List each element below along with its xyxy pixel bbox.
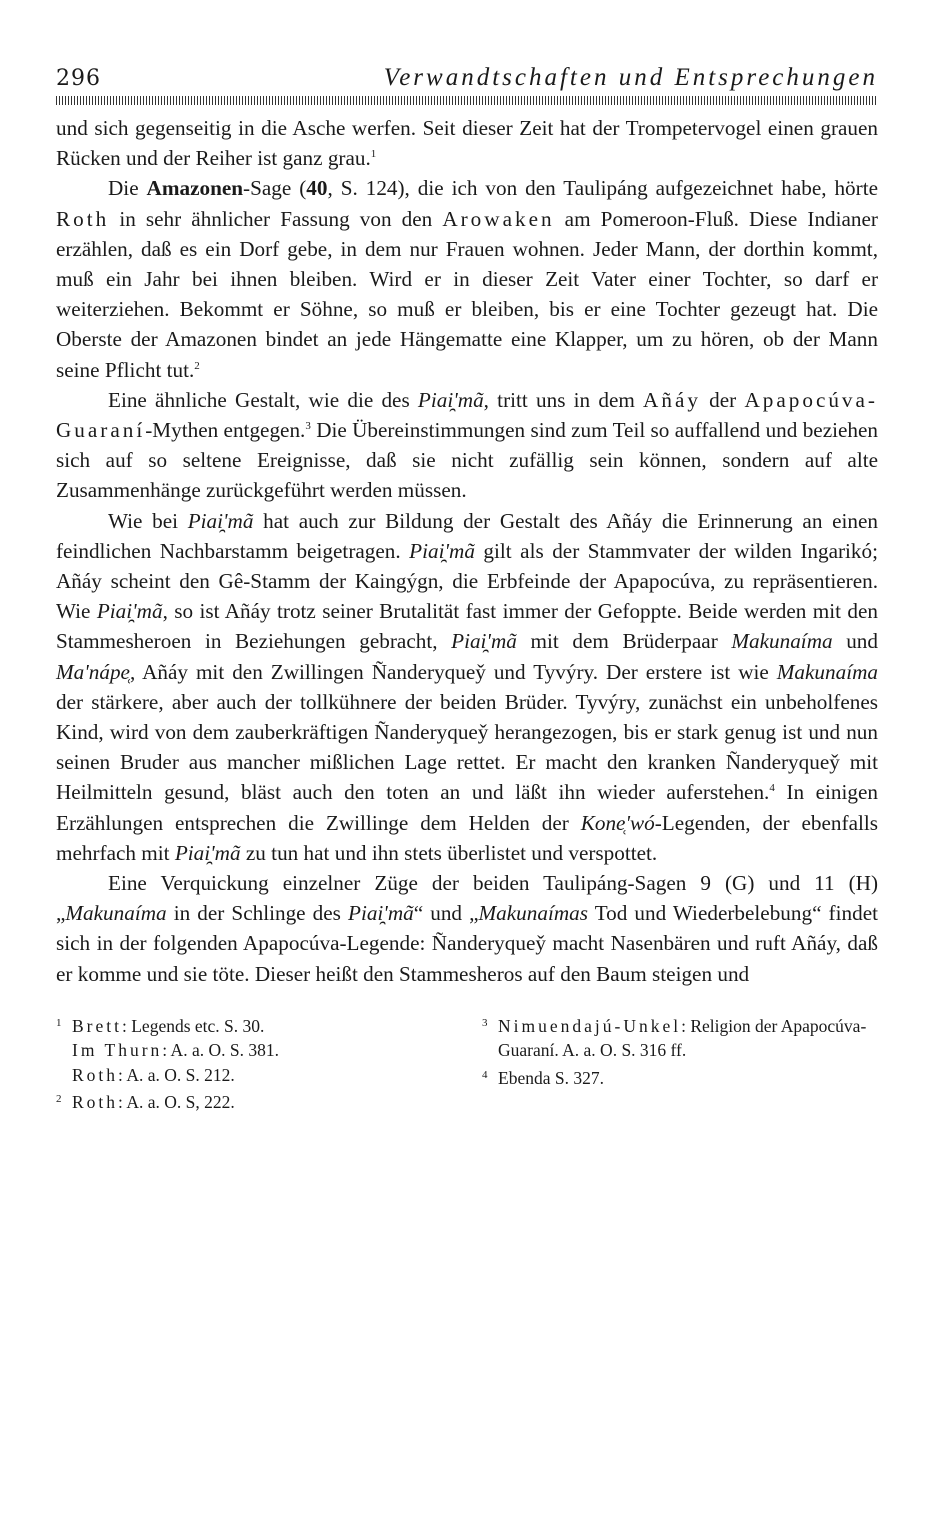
paragraph bbox=[56, 506, 878, 868]
text-run: In einigen Erzählungen entsprechen die Zwillinge dem Helden der bbox=[56, 780, 879, 835]
italic-term: Piai̯'mã bbox=[348, 901, 414, 926]
text-run: hat auch zur Bildung der Gestalt des Añáy die Erinnerung an einen feindlichen Nachbarstamm beigetragen. bbox=[56, 508, 878, 563]
spaced-name: Añáy bbox=[643, 387, 701, 412]
text-run: in sehr ähnlicher Fassung von den bbox=[109, 206, 443, 231]
page-header bbox=[56, 64, 878, 92]
page-number: 296 bbox=[56, 66, 101, 91]
spaced-name: Arowaken bbox=[442, 206, 555, 231]
footnotes-right-column bbox=[482, 1011, 878, 1115]
text-run: Eine ähnliche Gestalt, wie die des bbox=[108, 387, 418, 412]
italic-term: Ma'nápe̜ bbox=[56, 659, 130, 684]
text-run: , Añáy mit den Zwillingen Ñanderyquey̌ und Tyvýry. Der erstere ist wie bbox=[129, 659, 777, 684]
footnote-reference: 1 bbox=[370, 148, 377, 161]
italic-term: Kone̜'wó bbox=[580, 810, 655, 835]
italic-term: Makunaíma bbox=[65, 901, 167, 926]
text-run: Die bbox=[108, 176, 147, 201]
text-run: Eine Verquickung einzelner Züge der beiden Taulipáng-Sagen 9 (G) und 11 (H) „ bbox=[56, 871, 878, 926]
text-run: und sich gegenseitig in die Asche werfen. Seit dieser Zeit hat der Trompetervogel einen grauen Rücken und der Reiher ist ganz grau. bbox=[56, 116, 878, 171]
text-run: Die Übereinstimmungen sind zum Teil so auffallend und beziehen sich auf so seltene Ereignisse, daß sie nicht zufällig sein können, sondern auf alte Zusammenhänge zurückgeführt werden müssen. bbox=[56, 418, 878, 503]
text-run: : A. a. O. S, 222. bbox=[118, 1092, 235, 1113]
footnote bbox=[482, 1011, 878, 1063]
italic-term: Piai̯'mã bbox=[187, 508, 254, 533]
italic-term: Makunaíma bbox=[776, 659, 878, 684]
footnote bbox=[56, 1087, 446, 1115]
italic-term: Piai̯'mã bbox=[409, 538, 475, 563]
italic-term: Piai̯'mã bbox=[417, 387, 484, 412]
spaced-name: Roth bbox=[72, 1064, 119, 1085]
italic-term: Makunaíma bbox=[731, 629, 833, 654]
book-page bbox=[56, 64, 878, 1115]
running-head: Verwandtschaften und Entsprechungen bbox=[383, 64, 878, 91]
text-run: , so ist Añáy trotz seiner Brutalität fast immer der Gefoppte. Beide werden mit den Stammesheroen in Beziehungen gebracht, bbox=[56, 599, 878, 654]
footnotes-left-column bbox=[56, 1011, 446, 1115]
text-run: : Legends etc. S. 30. bbox=[122, 1015, 265, 1036]
italic-term: Piai̯'mã bbox=[174, 840, 241, 865]
footnote-mark: 3 bbox=[482, 1016, 488, 1029]
text-run: : A. a. O. S. 212. bbox=[118, 1064, 235, 1085]
text-run: Wie bei bbox=[108, 508, 188, 533]
bold-term: Amazonen bbox=[146, 176, 244, 201]
text-run: -Legenden, der ebenfalls mehrfach mit bbox=[56, 810, 878, 865]
text-run: , tritt uns in dem bbox=[483, 387, 644, 412]
text-run: und bbox=[832, 629, 878, 654]
text-run: am Pomeroon-Fluß. Diese Indianer erzählen, daß es ein Dorf gebe, in dem nur Frauen wohnen. Jeder Mann, der dorthin kommt, muß ein Jahr bei ihnen bleiben. Wird er in dieser Zeit Vater einer Tochter, so darf er weiterziehen. Bekommt er Söhne, so muß er bleiben, bis er eine Tochter gezeugt hat. Die Oberste der Amazonen bindet an jede Hängematte eine Klapper, um zu hören, ob der Mann seine Pflicht tut. bbox=[56, 206, 878, 382]
text-run: zu tun hat und ihn stets überlistet und verspottet. bbox=[240, 840, 658, 865]
text-run: Ebenda S. 327. bbox=[498, 1067, 604, 1088]
text-run: in der Schlinge des bbox=[166, 901, 348, 926]
italic-term: Piai̯'mã bbox=[96, 599, 163, 624]
paragraph bbox=[56, 113, 878, 173]
footnote bbox=[482, 1063, 878, 1091]
text-run: : Religion der Apapocúva-Guaraní. A. a. O. S. 316 ff. bbox=[498, 1015, 867, 1061]
footnote-mark: 2 bbox=[56, 1093, 62, 1106]
text-run: : A. a. O. S. 381. bbox=[162, 1040, 279, 1061]
italic-term: Makunaímas bbox=[478, 901, 588, 926]
text-run: -Sage ( bbox=[243, 176, 307, 201]
body-text bbox=[56, 113, 878, 989]
footnote bbox=[56, 1011, 446, 1088]
paragraph bbox=[56, 385, 878, 506]
spaced-name: Roth bbox=[56, 206, 110, 231]
footnote-reference: 3 bbox=[305, 420, 311, 433]
footnote-mark: 4 bbox=[482, 1068, 488, 1081]
header-rule bbox=[56, 96, 878, 105]
text-run: Tod und Wiederbelebung“ findet sich in der folgenden Apapocúva-Legende: Ñanderyquey̌ macht Nasenbären und ruft Añáy, daß er komme und sie töte. Dieser heißt den Stammesheros auf den Baum steigen und bbox=[56, 901, 878, 986]
text-run: mit dem Brüderpaar bbox=[516, 629, 732, 654]
text-run: , S. 124), die ich von den Taulipáng aufgezeichnet habe, hörte bbox=[327, 176, 878, 201]
text-run: der stärkere, aber auch der tollkühnere der beiden Brüder. Tyvýry, zunächst ein unbeholfenes Kind, wird von dem zauberkräftigen Ñanderyquey̌ herangezogen, bis er stark genug ist und nun seinen Bruder aus mancher mißlichen Lage rettet. Er macht den kranken Ñanderyquey̌ mit Heilmitteln gesund, bläst auch den toten an und läßt ihn wieder auferstehen. bbox=[56, 689, 878, 805]
spaced-name: Apapocúva-Guaraní bbox=[56, 387, 878, 443]
footnote-reference: 2 bbox=[194, 359, 200, 372]
italic-term: Piai̯'mã bbox=[451, 629, 517, 654]
spaced-name: Brett bbox=[72, 1015, 122, 1036]
footnote-reference: 4 bbox=[769, 782, 775, 795]
spaced-name: Im Thurn bbox=[72, 1040, 163, 1061]
text-run: gilt als der Stammvater der wilden Ingarikó; Añáy scheint den Gê-Stamm der Kaingýgn, die Erbfeinde der Apapocúva, zu repräsentieren. Wie bbox=[56, 538, 879, 624]
text-run: der bbox=[700, 387, 745, 412]
footnotes bbox=[56, 1011, 878, 1115]
spaced-name: Nimuendajú-Unkel bbox=[498, 1015, 682, 1036]
text-run: “ und „ bbox=[413, 901, 479, 926]
bold-term: 40 bbox=[306, 176, 328, 201]
text-run: -Mythen entgegen. bbox=[145, 418, 306, 443]
spaced-name: Roth bbox=[72, 1092, 119, 1113]
paragraph bbox=[56, 173, 878, 384]
paragraph bbox=[56, 868, 878, 989]
footnote-mark: 1 bbox=[56, 1016, 62, 1029]
